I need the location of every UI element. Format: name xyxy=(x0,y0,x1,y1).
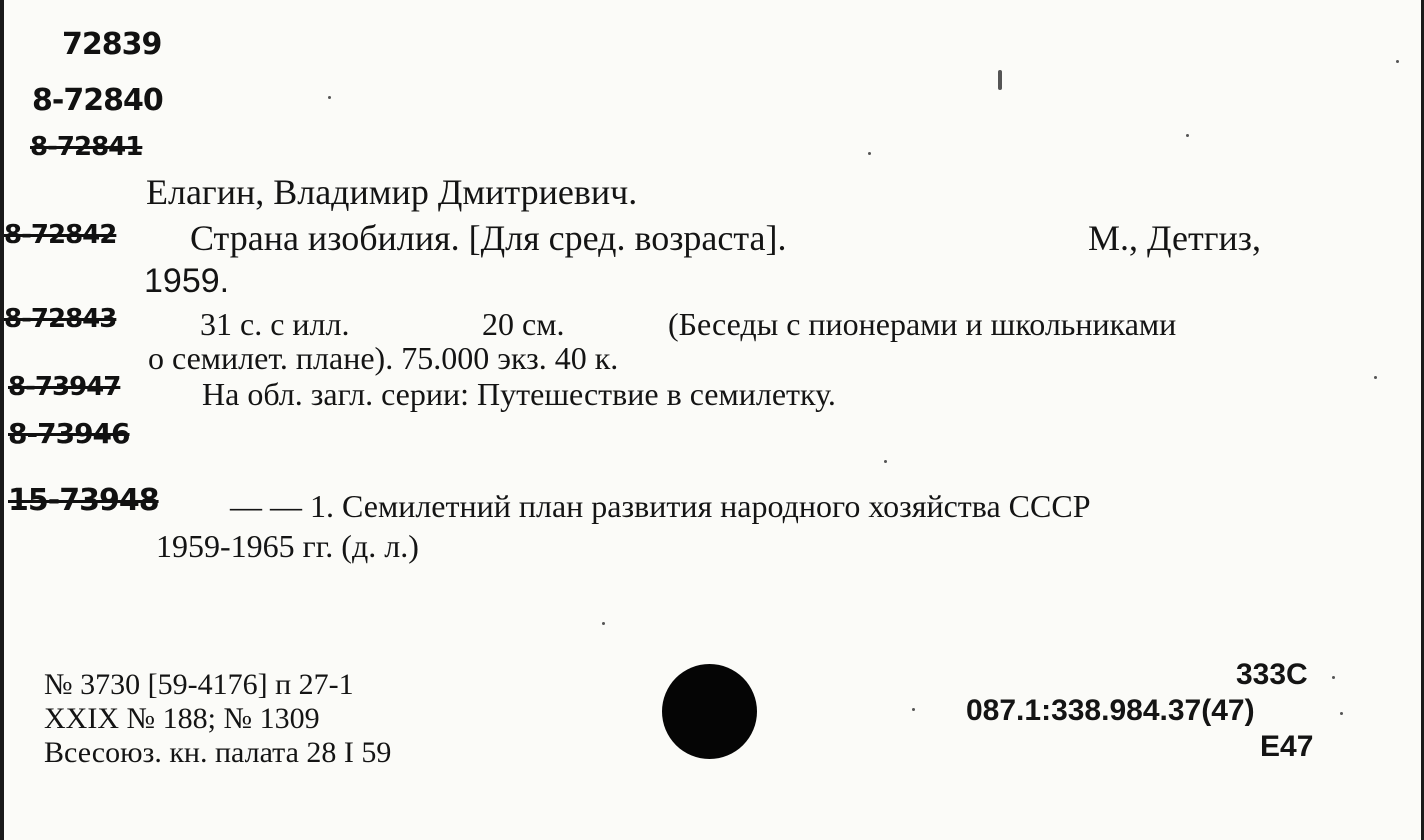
title-line: Страна изобилия. [Для сред. возраста]. xyxy=(190,218,787,258)
subject-heading: — — 1. Семилетний план развития народного хозяйства СССР xyxy=(230,488,1091,524)
handwritten-inventory-number-5: 8-72843 xyxy=(4,304,117,334)
publisher: М., Детгиз, xyxy=(1088,218,1261,258)
handwritten-inventory-number-6: 8-73947 xyxy=(8,372,121,402)
scan-speck xyxy=(1186,134,1189,137)
udc-index: 087.1:338.984.37(47) xyxy=(966,694,1255,727)
punch-hole xyxy=(662,664,757,759)
handwritten-inventory-number-1: 72839 xyxy=(62,27,162,62)
handwritten-inventory-number-3: 8-72841 xyxy=(30,132,143,162)
scan-speck xyxy=(884,460,887,463)
scan-speck xyxy=(328,96,331,99)
card-left-edge xyxy=(0,0,4,840)
handwritten-inventory-number-2: 8-72840 xyxy=(32,83,163,118)
scan-speck xyxy=(1332,676,1335,679)
cover-title-note: На обл. загл. серии: Путешествие в семилетку. xyxy=(202,376,836,412)
scan-speck xyxy=(868,152,871,155)
series-note-start: (Беседы с пионерами и школьниками xyxy=(668,306,1177,342)
chamber-imprint: Всесоюз. кн. палата 28 I 59 xyxy=(44,736,392,769)
scan-speck xyxy=(912,708,915,711)
physical-description-size: 20 см. xyxy=(482,306,565,342)
subject-heading-continued: 1959-1965 гг. (д. л.) xyxy=(156,528,419,564)
card-number: № 3730 [59-4176] п 27-1 xyxy=(44,668,354,701)
physical-description-pages: 31 с. с илл. xyxy=(200,306,350,342)
author-heading: Елагин, Владимир Дмитриевич. xyxy=(146,172,638,212)
series-note-continued: о семилет. плане). 75.000 экз. 40 к. xyxy=(148,340,619,376)
handwritten-inventory-number-8: 15-73948 xyxy=(8,483,159,518)
card-series-number: XXIX № 188; № 1309 xyxy=(44,702,320,735)
handwritten-inventory-number-4: 8-72842 xyxy=(4,220,117,250)
scan-speck xyxy=(998,70,1002,90)
classification-code: 333С xyxy=(1236,658,1308,691)
scan-speck xyxy=(1340,712,1343,715)
handwritten-inventory-number-7: 8-73946 xyxy=(8,417,130,450)
publication-year: 1959. xyxy=(144,262,230,300)
author-mark: Е47 xyxy=(1260,730,1314,763)
scan-speck xyxy=(1374,376,1377,379)
scan-speck xyxy=(602,622,605,625)
scan-speck xyxy=(1396,60,1399,63)
